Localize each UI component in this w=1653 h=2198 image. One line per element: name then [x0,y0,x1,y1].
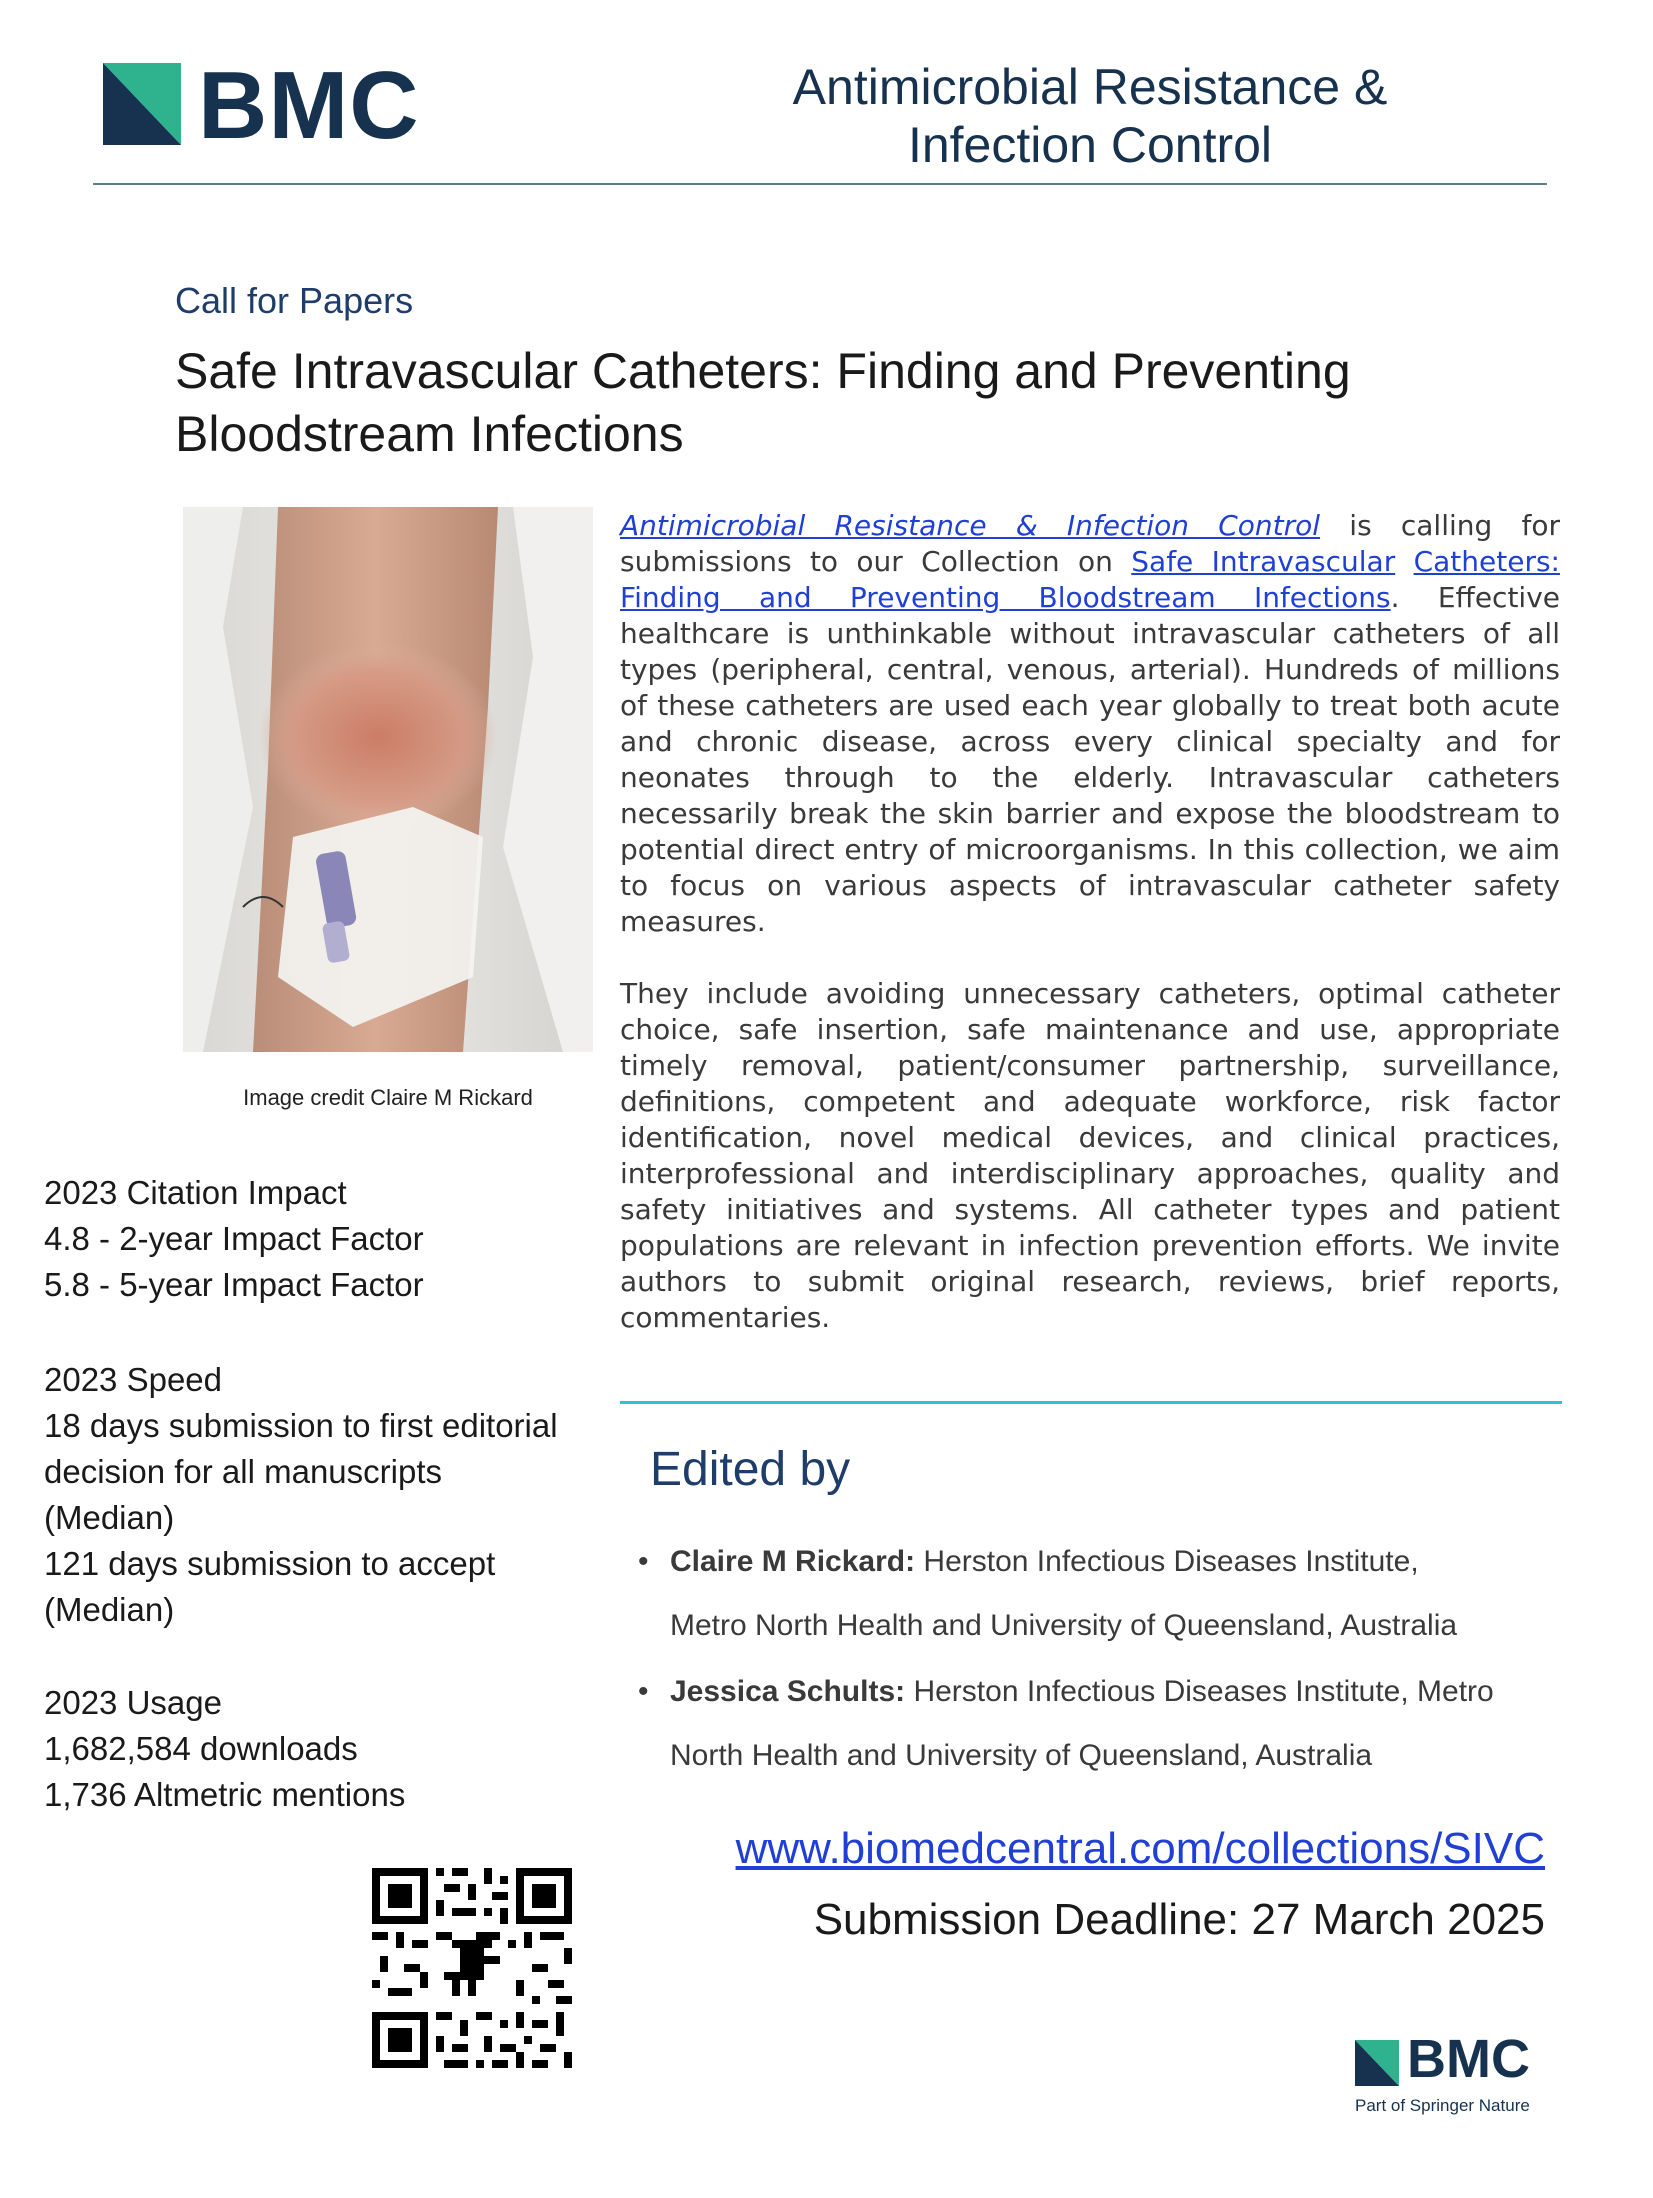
collection-title [175,340,1475,466]
journal-title-line1: Antimicrobial Resistance & [792,59,1388,115]
footer-bmc-logo [1355,2029,1555,2122]
bmc-logo-mark-icon [1355,2040,1399,2086]
editor-name: Claire M Rickard: [670,1545,916,1578]
stat-line: 5.8 - 5-year Impact Factor [44,1266,424,1303]
bmc-logo-text: BMC [198,52,420,159]
journal-link[interactable]: Antimicrobial Resistance & Infection Control [620,509,1321,542]
stat-line: 1,682,584 downloads [44,1730,358,1767]
qr-code-icon[interactable] [372,1868,572,2068]
citation-impact-stats [44,1170,604,1308]
bullet-icon: • [638,1545,649,1578]
journal-title-line2: Infection Control [907,117,1273,173]
stat-line: 2023 Citation Impact [44,1174,347,1211]
usage-stats [44,1680,604,1818]
stat-line: 2023 Speed [44,1361,223,1398]
editor-affiliation-line2: Metro North Health and University of Queensland, Australia [670,1609,1458,1642]
stat-line: 18 days submission to first editorial [44,1407,558,1444]
submission-deadline: Submission Deadline: 27 March 2025 [813,1895,1545,1944]
header-divider [93,183,1547,185]
editor-affiliation-line1: Herston Infectious Diseases Institute, [915,1545,1419,1578]
bmc-logo-mark-icon [103,63,181,145]
bullet-icon: • [638,1675,649,1708]
intro-text-1: is calling for submissions to our Collection on [620,509,1561,578]
editor-name: Jessica Schults: [670,1675,906,1708]
catheter-photo [183,507,593,1052]
intro-paragraph [620,508,1560,940]
scope-paragraph: They include avoiding unnecessary catheters, optimal catheter choice, safe insertion, safe maintenance and use, appropriate timely removal, patient/consumer partnership, surveillance, definitions, competent and adequate workforce, risk factor identification, novel medical devices, and clinical practices, interprofessional and interdisciplinary approaches, quality and safety initiatives and systems. All catheter types and patient populations are relevant in infection prevention efforts. We invite authors to submit original research, reviews, brief reports, commentaries. [620,977,1560,1334]
stat-line: 121 days submission to accept [44,1545,496,1582]
collection-link-part1[interactable]: Safe Intravascular [1131,545,1396,578]
footer-logo-text: BMC [1407,2029,1530,2089]
collection-url-link[interactable]: www.biomedcentral.com/collections/SIVC [735,1824,1545,1873]
call-for-papers-label: Call for Papers [175,280,414,321]
edited-by-heading: Edited by [650,1443,851,1496]
collection-title-line1: Safe Intravascular Catheters: Finding and Preventing [175,343,1351,399]
collection-title-line2: Bloodstream Infections [175,406,684,462]
photo-caption: Image credit Claire M Rickard [243,1085,533,1110]
editor-affiliation-line2: North Health and University of Queensland, Australia [670,1739,1373,1772]
speed-stats [44,1357,604,1633]
stat-line: (Median) [44,1591,175,1628]
editor-item [638,1530,1568,1658]
stat-line: 1,736 Altmetric mentions [44,1776,406,1813]
intro-text-2: . Effective healthcare is unthinkable without intravascular catheters of all types (peripheral, central, venous, arterial). Hundreds of millions of these catheters are used each year globally to treat both acute and chronic disease, across every clinical specialty and for neonates through to the elderly. Intravascular catheters necessarily break the skin barrier and expose the bloodstream to potential direct entry of microorganisms. In this collection, we aim to focus on various aspects of intravascular catheter safety measures. [620,581,1560,938]
editor-item [638,1660,1568,1788]
footer-logo-subtitle: Part of Springer Nature [1355,2096,1530,2115]
stat-line: 2023 Usage [44,1684,222,1721]
bmc-logo [103,52,433,159]
editor-affiliation-line1: Herston Infectious Diseases Institute, Metro [905,1675,1494,1708]
journal-title [700,58,1480,174]
collection-link-part2[interactable]: Catheters: Finding and Preventing Bloodstream Infections [620,545,1560,614]
stat-line: decision for all manuscripts [44,1453,442,1490]
stat-line: 4.8 - 2-year Impact Factor [44,1220,424,1257]
stat-line: (Median) [44,1499,175,1536]
section-divider [620,1401,1562,1404]
